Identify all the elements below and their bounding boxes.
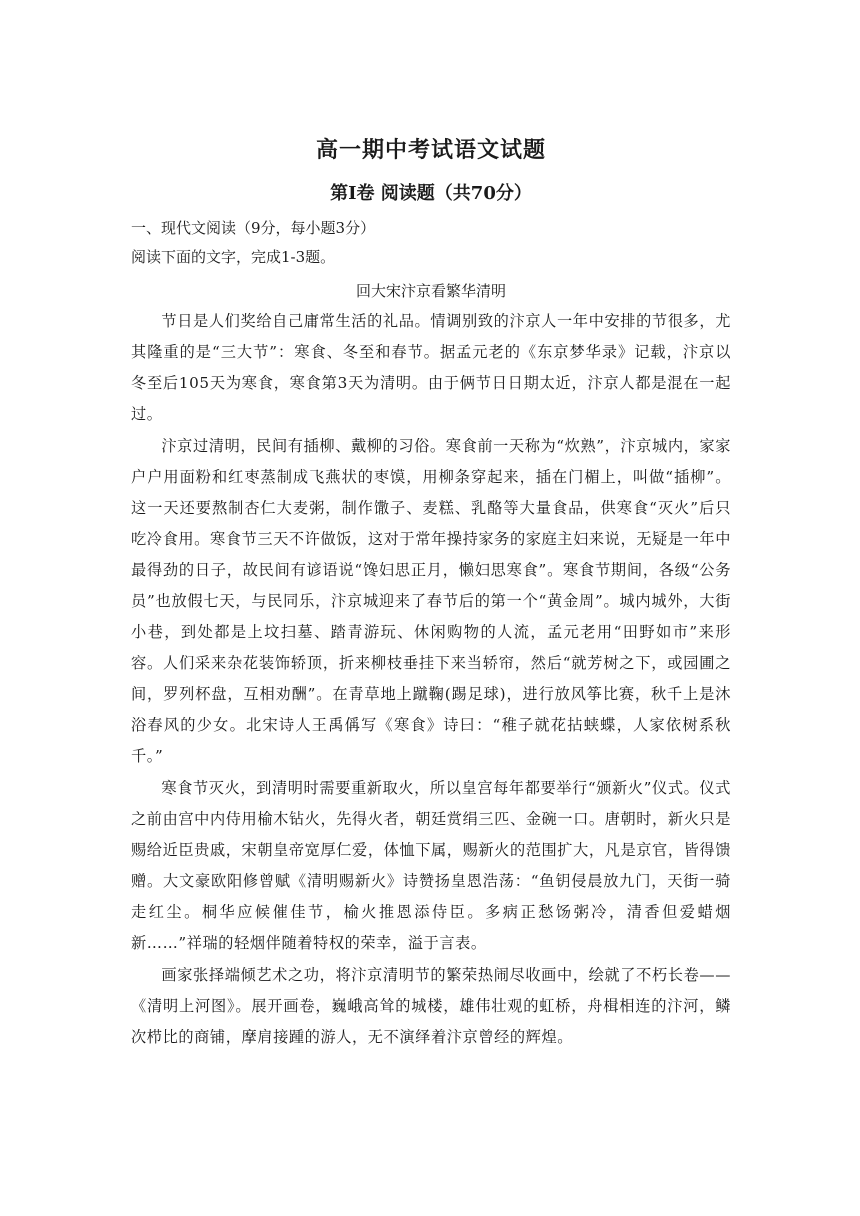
part-subtitle: 第Ⅰ卷 阅读题（共70分）	[330, 183, 532, 204]
article-paragraph: 汴京过清明，民间有插柳、戴柳的习俗。寒食前一天称为“炊熟”，汴京城内，家家户户用面粉和红枣蒸制成飞燕状的枣馍，用柳条穿起来，插在门楣上，叫做“插柳”。这一天还要熬制杏仁大麦粥，制作馓子、麦糕、乳酪等大量食品，供寒食“灭火”后只吃冷食用。寒食节三天不许做饭，这对于常年操持家务的家庭主妇来说，无疑是一年中最得劲的日子，故民间有谚语说“馋妇思正月，懒妇思寒食”。寒食节期间，各级“公务员”也放假七天，与民同乐，汴京城迎来了春节后的第一个“黄金周”。城内城外，大街小巷，到处都是上坟扫墓、踏青游玩、休闲购物的人流，孟元老用“田野如市”来形容。人们采来杂花装饰轿顶，折来柳枝垂挂下来当轿帘，然后“就芳树之下，或园圃之间，罗列杯盘，互相劝酬”。在青草地上蹴鞠(踢足球)，进行放风筝比赛，秋千上是沐浴春风的少女。北宋诗人王禹偁写《寒食》诗曰：“稚子就花拈蛱蝶，人家依树系秋千。”	[131, 437, 731, 765]
exam-title: 高一期中考试语文试题	[315, 137, 546, 163]
article-title: 回大宋汴京看繁华清明	[355, 282, 506, 300]
article-paragraph: 节日是人们奖给自己庸常生活的礼品。情调别致的汴京人一年中安排的节很多，尤其隆重的是“三大节”：寒食、冬至和春节。据孟元老的《东京梦华录》记载，汴京以冬至后105天为寒食，寒食第3天为清明。由于俩节日日期太近，汴京人都是混在一起过。	[131, 312, 731, 423]
exam-page	[131, 134, 731, 1053]
reading-instruction: 阅读下面的文字，完成1-3题。	[131, 248, 336, 266]
article-paragraph: 寒食节灭火，到清明时需要重新取火，所以皇宫每年都要举行“颁新火”仪式。仪式之前由宫中内侍用榆木钻火，先得火者，朝廷赏绢三匹、金碗一口。唐朝时，新火只是赐给近臣贵戚，宋朝皇帝宽厚仁爱，体恤下属，赐新火的范围扩大，凡是京官，皆得馈赠。大文豪欧阳修曾赋《清明赐新火》诗赞扬皇恩浩荡：“鱼钥侵晨放九门，天街一骑走红尘。桐华应候催佳节，榆火推恩添侍臣。多病正愁饧粥冷，清香但爱蜡烟新……”祥瑞的轻烟伴随着特权的荣幸，溢于言表。	[131, 779, 731, 952]
section-heading: 一、现代文阅读（9分，每小题3分）	[131, 219, 376, 237]
article-paragraph: 画家张择端倾艺术之功，将汴京清明节的繁荣热闹尽收画中，绘就了不朽长卷——《清明上河图》。展开画卷，巍峨高耸的城楼，雄伟壮观的虹桥，舟楫相连的汴河，鳞次栉比的商铺，摩肩接踵的游人，无不演绎着汴京曾经的辉煌。	[131, 966, 731, 1046]
